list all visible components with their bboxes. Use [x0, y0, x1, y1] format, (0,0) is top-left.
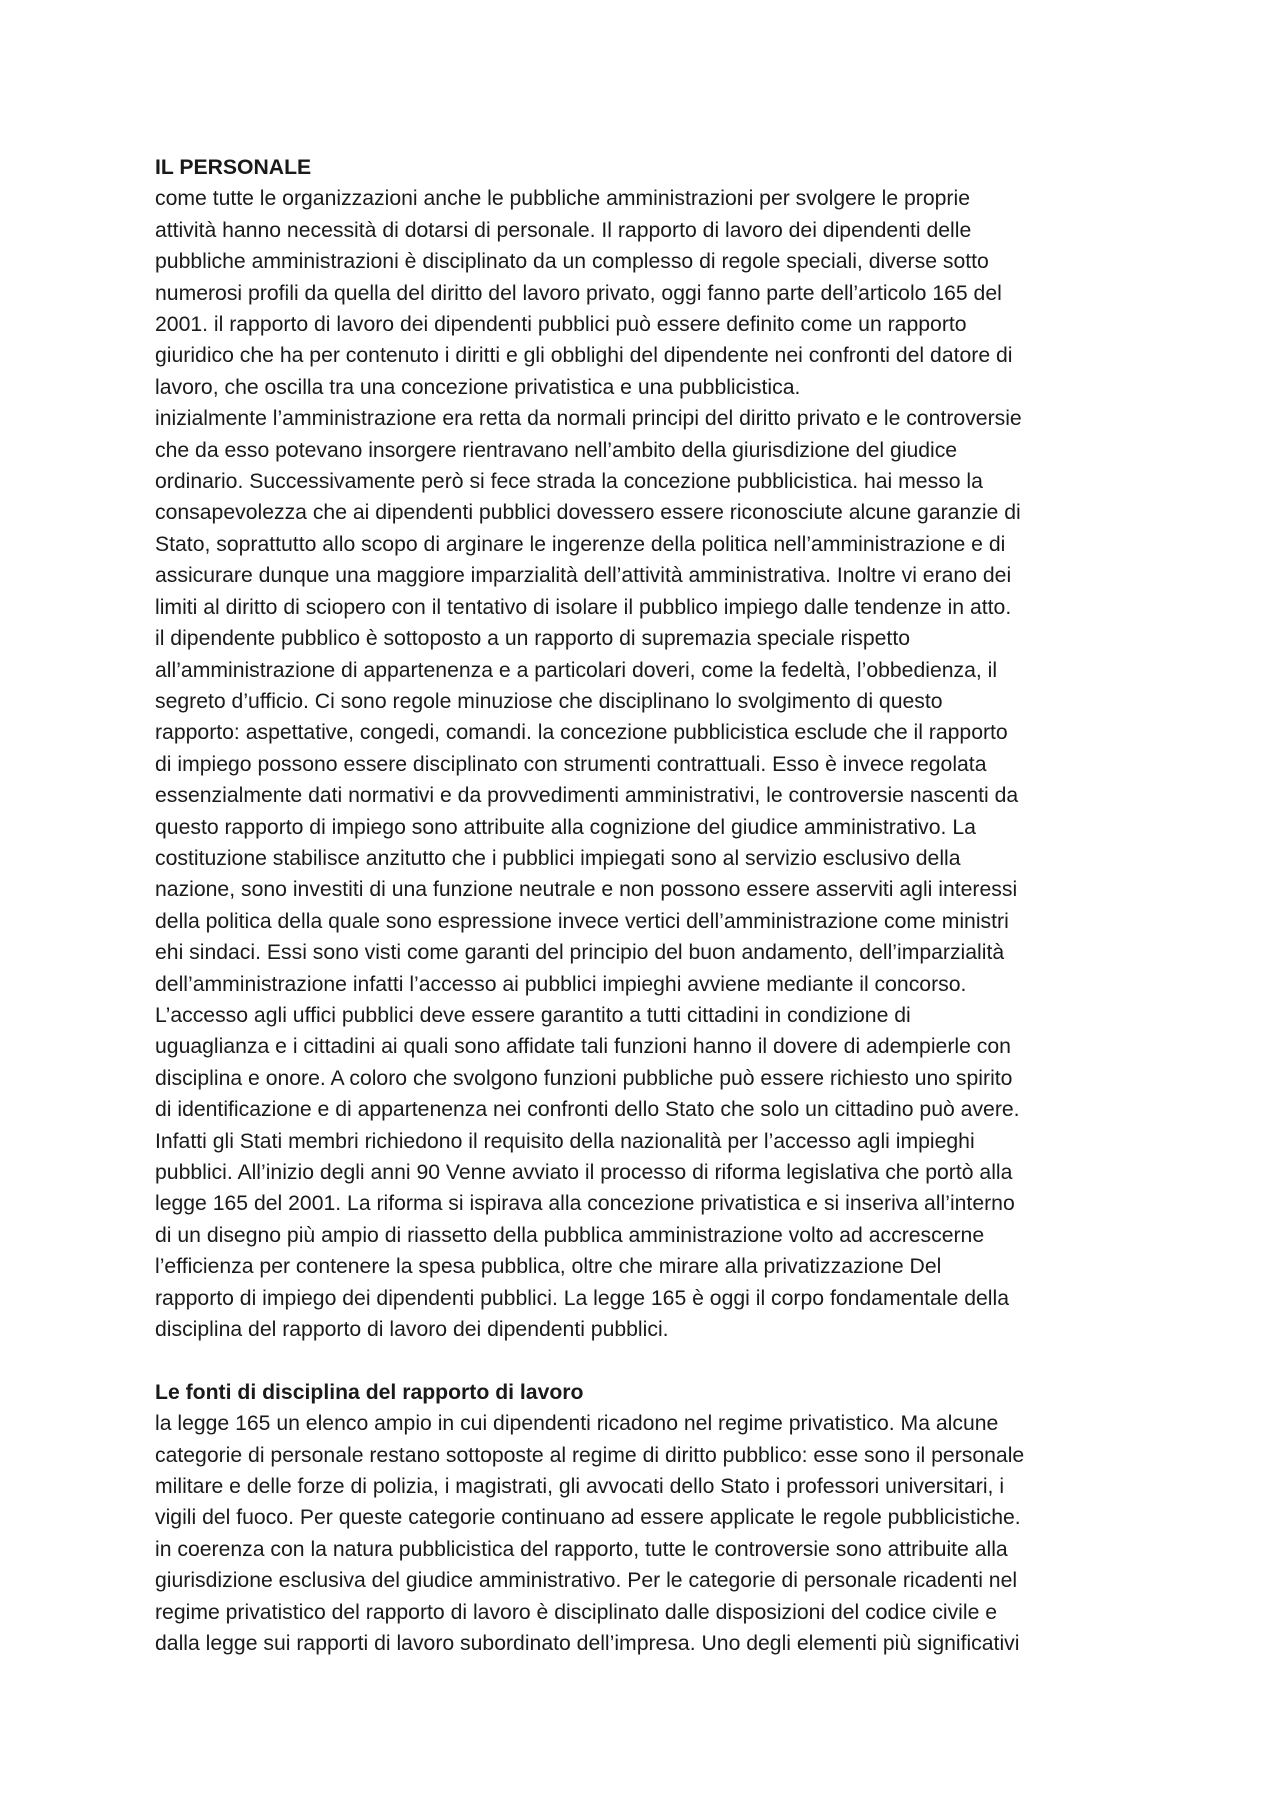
- text-line: 2001. il rapporto di lavoro dei dipendenti pubblici può essere definito come un rapporto: [155, 313, 967, 337]
- text-line: consapevolezza che ai dipendenti pubblici dovessero essere riconosciute alcune garanzie di: [155, 501, 1021, 525]
- text-line: categorie di personale restano sottoposte al regime di diritto pubblico: esse sono il personale: [155, 1443, 1025, 1467]
- text-line: rapporto: aspettative, congedi, comandi. la concezione pubblicistica esclude che il rapporto: [155, 721, 1008, 745]
- text-line: segreto d’ufficio. Ci sono regole minuziose che disciplinano lo svolgimento di questo: [155, 689, 943, 713]
- text-line: Stato, soprattutto allo scopo di arginare le ingerenze della politica nell’amministrazione e di: [155, 532, 1006, 556]
- text-line: inizialmente l’amministrazione era retta da normali principi del diritto privato e le controversie: [155, 407, 1022, 431]
- text-line: il dipendente pubblico è sottoposto a un rapporto di supremazia speciale rispetto: [155, 627, 910, 651]
- section-body-fonti: [155, 1408, 1140, 1659]
- text-line: uguaglianza e i cittadini ai quali sono affidate tali funzioni hanno il dovere di adempierle con: [155, 1035, 1011, 1059]
- text-line: come tutte le organizzazioni anche le pubbliche amministrazioni per svolgere le proprie: [155, 187, 970, 211]
- document-body: [155, 152, 1140, 1659]
- text-line: militare e delle forze di polizia, i magistrati, gli avvocati dello Stato i professori universitari, i: [155, 1475, 1005, 1499]
- paragraph-gap: [155, 1345, 1140, 1376]
- text-line: la legge 165 un elenco ampio in cui dipendenti ricadono nel regime privatistico. Ma alcune: [155, 1412, 999, 1436]
- text-line: essenzialmente dati normativi e da provvedimenti amministrativi, le controversie nascenti da: [155, 784, 1019, 808]
- text-line: assicurare dunque una maggiore imparzialità dell’attività amministrativa. Inoltre vi erano dei: [155, 564, 1012, 588]
- text-line: numerosi profili da quella del diritto del lavoro privato, oggi fanno parte dell’articolo 165 del: [155, 281, 1002, 305]
- text-line: lavoro, che oscilla tra una concezione privatistica e una pubblicistica.: [155, 375, 801, 399]
- text-line: dell’amministrazione infatti l’accesso ai pubblici impieghi avviene mediante il concorso.: [155, 972, 967, 996]
- section-title-fonti: Le fonti di disciplina del rapporto di lavoro: [155, 1380, 584, 1404]
- text-line: giurisdizione esclusiva del giudice amministrativo. Per le categorie di personale ricadenti nel: [155, 1569, 1018, 1593]
- section-title-personale: IL PERSONALE: [155, 156, 312, 179]
- text-line: disciplina e onore. A coloro che svolgono funzioni pubbliche può essere richiesto uno spirito: [155, 1066, 1013, 1090]
- text-line: legge 165 del 2001. La riforma si ispirava alla concezione privatistica e si inseriva all’interno: [155, 1192, 1015, 1216]
- text-line: ordinario. Successivamente però si fece strada la concezione pubblicistica. hai messo la: [155, 470, 983, 494]
- text-line: in coerenza con la natura pubblicistica del rapporto, tutte le controversie sono attribuite alla: [155, 1537, 1008, 1561]
- text-line: rapporto di impiego dei dipendenti pubblici. La legge 165 è oggi il corpo fondamentale della: [155, 1286, 1009, 1310]
- text-line: Infatti gli Stati membri richiedono il requisito della nazionalità per l’accesso agli impieghi: [155, 1129, 975, 1153]
- text-line: di un disegno più ampio di riassetto della pubblica amministrazione volto ad accrescerne: [155, 1223, 985, 1247]
- text-line: giuridico che ha per contenuto i diritti e gli obblighi del dipendente nei confronti del datore di: [155, 344, 1013, 368]
- section-body-personale: [155, 183, 1140, 1345]
- text-line: all’amministrazione di appartenenza e a particolari doveri, come la fedeltà, l’obbedienza, il: [155, 658, 998, 682]
- text-line: di impiego possono essere disciplinato con strumenti contrattuali. Esso è invece regolata: [155, 752, 987, 776]
- text-line: limiti al diritto di sciopero con il tentativo di isolare il pubblico impiego dalle tendenze in atto.: [155, 595, 1012, 619]
- text-line: L’accesso agli uffici pubblici deve essere garantito a tutti cittadini in condizione di: [155, 1003, 911, 1027]
- text-line: dalla legge sui rapporti di lavoro subordinato dell’impresa. Uno degli elementi più significativi: [155, 1632, 1020, 1656]
- text-line: ehi sindaci. Essi sono visti come garanti del principio del buon andamento, dell’imparzialità: [155, 941, 1005, 965]
- text-line: regime privatistico del rapporto di lavoro è disciplinato dalle disposizioni del codice civile e: [155, 1600, 998, 1624]
- text-line: vigili del fuoco. Per queste categorie continuano ad essere applicate le regole pubblicistiche.: [155, 1506, 1021, 1530]
- text-line: l’efficienza per contenere la spesa pubblica, oltre che mirare alla privatizzazione Del: [155, 1255, 942, 1279]
- text-line: costituzione stabilisce anzitutto che i pubblici impiegati sono al servizio esclusivo della: [155, 846, 961, 870]
- text-line: pubbliche amministrazioni è disciplinato da un complesso di regole speciali, diverse sotto: [155, 250, 989, 274]
- text-line: pubblici. All’inizio degli anni 90 Venne avviato il processo di riforma legislativa che portò alla: [155, 1161, 1013, 1184]
- text-line: questo rapporto di impiego sono attribuite alla cognizione del giudice amministrativo. La: [155, 815, 976, 839]
- text-line: nazione, sono investiti di una funzione neutrale e non possono essere asserviti agli interessi: [155, 878, 1018, 902]
- text-line: attività hanno necessità di dotarsi di personale. Il rapporto di lavoro dei dipendenti delle: [155, 218, 972, 242]
- text-line: della politica della quale sono espressione invece vertici dell’amministrazione come ministri: [155, 909, 1009, 933]
- text-line: disciplina del rapporto di lavoro dei dipendenti pubblici.: [155, 1318, 669, 1342]
- text-line: di identificazione e di appartenenza nei confronti dello Stato che solo un cittadino può avere.: [155, 1098, 1020, 1122]
- text-line: che da esso potevano insorgere rientravano nell’ambito della giurisdizione del giudice: [155, 438, 958, 462]
